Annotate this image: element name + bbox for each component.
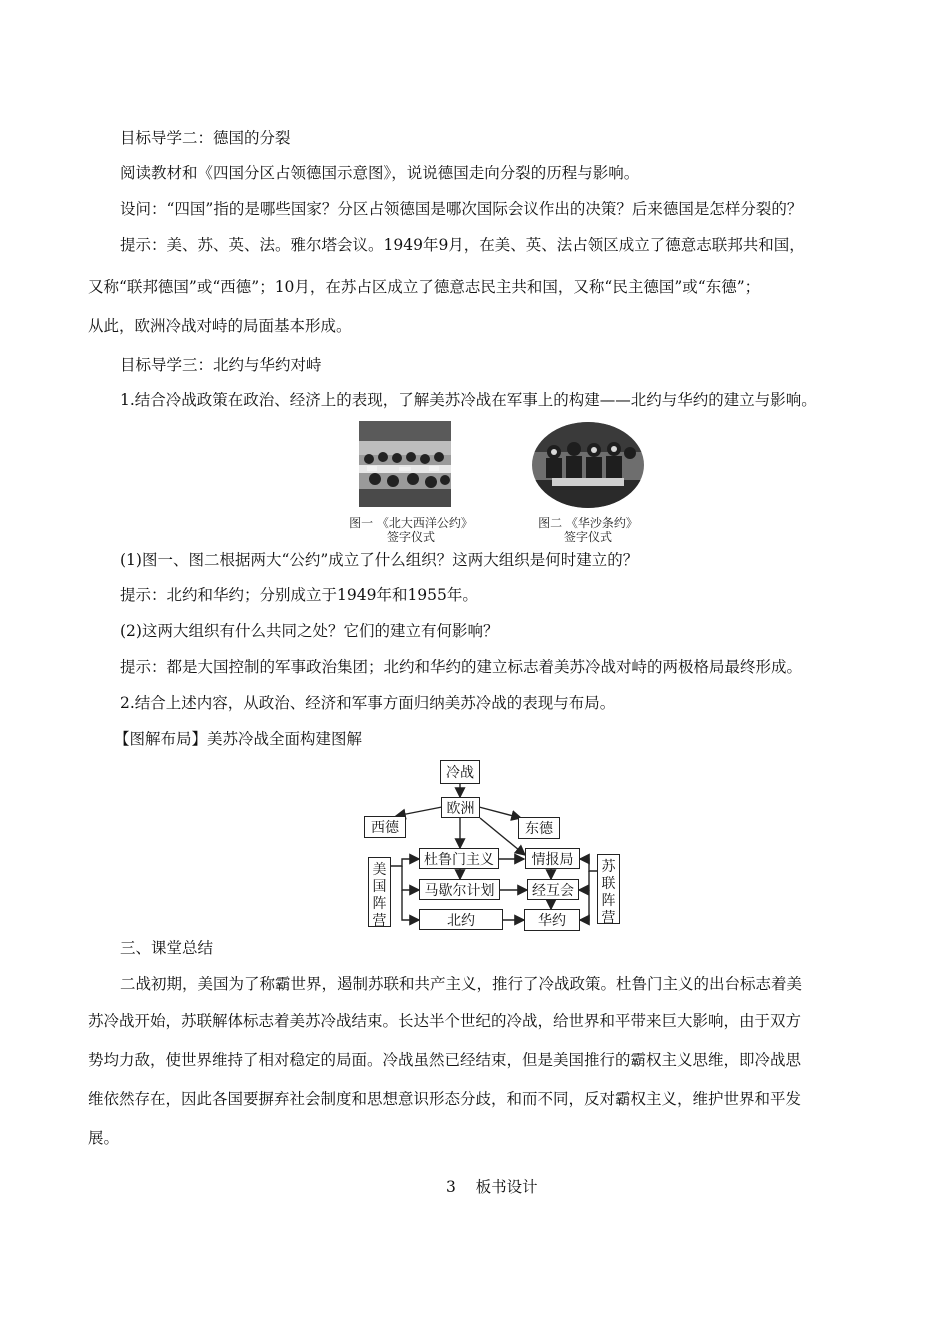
comecon-box: 经互会: [527, 879, 579, 900]
fig2-caption-line2: 签字仪式: [563, 530, 612, 544]
answer-1: 提示：北约和华约；分别成立于1949年和1955年。: [120, 586, 478, 604]
us-camp-box: 美 国 阵 营: [368, 857, 391, 927]
cold-war-box: 冷战: [440, 760, 480, 784]
board-design-label: 板书设计: [475, 1178, 538, 1196]
section2-hint-line3: 从此，欧洲冷战对峙的局面基本形成。: [88, 317, 352, 335]
europe-box: 欧洲: [441, 797, 480, 818]
fig1-caption-line1: 图一 《北大西洋公约》: [349, 516, 473, 530]
diagram-title: 【图解布局】美苏冷战全面构建图解: [114, 730, 363, 748]
summary-line1: 二战初期，美国为了称霸世界，遏制苏联和共产主义，推行了冷战政策。杜鲁门主义的出台标志着美: [120, 975, 803, 993]
summary-line4: 维依然存在，因此各国要摒弃社会制度和思想意识形态分歧，和而不同，反对霸权主义，维护世界和平发: [88, 1090, 802, 1108]
section2-heading: 目标导学二：德国的分裂: [120, 129, 291, 147]
board-design-heading: [446, 1176, 538, 1198]
section2-question: 设问：“四国”指的是哪些国家？分区占领德国是哪次国际会议作出的决策？后来德国是怎样分裂的？: [120, 200, 803, 218]
warsaw-pact-box: 华约: [524, 909, 580, 931]
section3-item1: 1.结合冷战政策在政治、经济上的表现，了解美苏冷战在军事上的构建——北约与华约的建立与影响。: [120, 391, 817, 409]
question-1: (1)图一、图二根据两大“公约”成立了什么组织？这两大组织是何时建立的？: [120, 551, 639, 569]
cominform-box: 情报局: [525, 848, 580, 869]
summary-line3: 势均力敌，使世界维持了相对稳定的局面。冷战虽然已经结束，但是美国推行的霸权主义思维，即冷战思: [88, 1051, 802, 1069]
west-germany-box: 西德: [364, 816, 406, 838]
east-germany-box: 东德: [518, 817, 560, 839]
section2-hint-line2: 又称“联邦德国”或“西德”；10月，在苏占区成立了德意志民主共和国，又称“民主德国”或“东德”；: [88, 278, 761, 296]
section3-heading: 目标导学三：北约与华约对峙: [120, 356, 322, 374]
section2-task: 阅读教材和《四国分区占领德国示意图》，说说德国走向分裂的历程与影响。: [120, 164, 640, 182]
summary-line5: 展。: [88, 1129, 120, 1147]
answer-2: 提示：都是大国控制的军事政治集团；北约和华约的建立标志着美苏冷战对峙的两极格局最终形成。: [120, 658, 803, 676]
board-design-number: 3: [446, 1178, 456, 1196]
fig1-caption-line2: 签字仪式: [386, 530, 435, 544]
section3-item2: 2.结合上述内容，从政治、经济和军事方面归纳美苏冷战的表现与布局。: [120, 694, 616, 712]
marshall-plan-box: 马歇尔计划: [419, 879, 500, 900]
section2-hint-line1: 提示：美、苏、英、法。雅尔塔会议。1949年9月，在美、英、法占领区成立了德意志联邦共和国，: [120, 236, 805, 254]
nato-box: 北约: [419, 909, 503, 930]
fig2-caption-line1: 图二 《华沙条约》: [538, 516, 638, 530]
question-2: (2)这两大组织有什么共同之处？它们的建立有何影响？: [120, 622, 499, 640]
truman-doctrine-box: 杜鲁门主义: [419, 848, 499, 869]
summary-line2: 苏冷战开始，苏联解体标志着美苏冷战结束。长达半个世纪的冷战，给世界和平带来巨大影响，由于双方: [88, 1012, 802, 1030]
summary-heading: 三、课堂总结: [120, 939, 214, 957]
soviet-camp-box: 苏 联 阵 营: [597, 854, 620, 924]
